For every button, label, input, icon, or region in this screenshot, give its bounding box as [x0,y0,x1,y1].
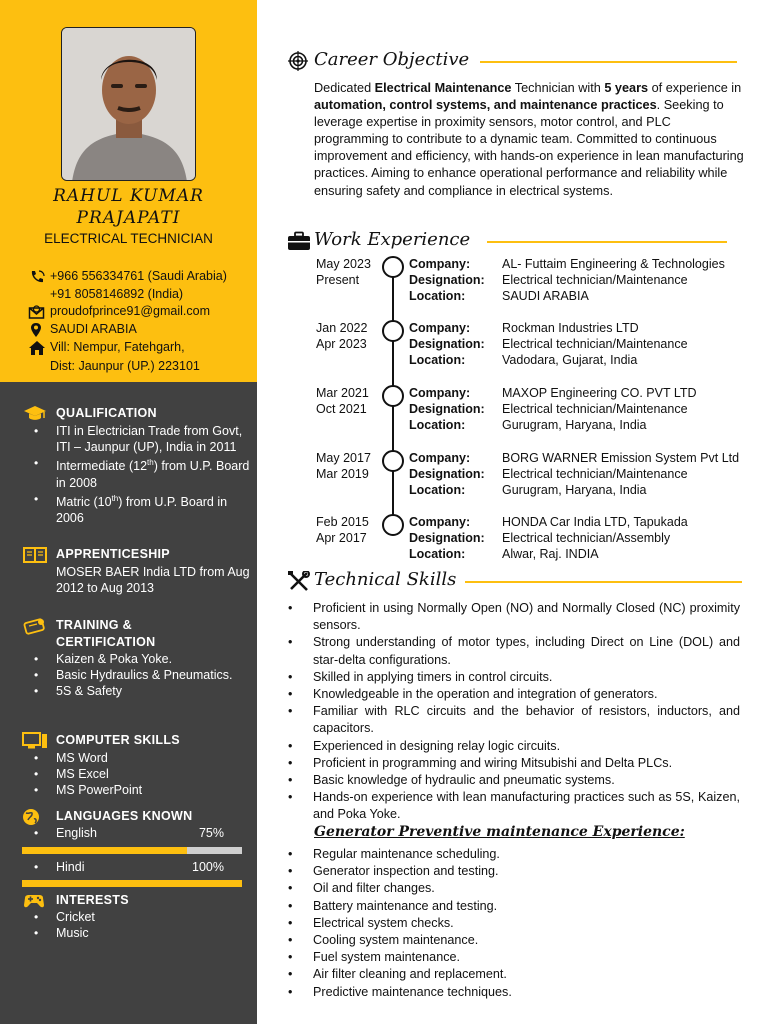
designation-label: Designation: [409,467,485,481]
globe-icon [22,808,48,826]
training-heading: TRAINING & CERTIFICATION [56,618,156,649]
phone-secondary[interactable]: +91 8058146892 (India) [50,287,184,301]
apprenticeship-text: MOSER BAER India LTD from Aug 2012 to Aug 2013 [56,565,250,596]
job-date-to: Oct 2021 [316,402,367,416]
timeline-node [382,256,404,278]
job-date-from: May 2017 [316,451,371,465]
list-item: • Battery maintenance and testing. [313,898,740,915]
timeline-node [382,320,404,342]
company-name: BORG WARNER Emission System Pvt Ltd [502,451,740,465]
tools-icon [287,571,311,591]
language-english [56,826,242,840]
list-item: • Oil and filter changes. [313,880,740,897]
language-hindi [56,860,242,874]
apprenticeship-heading: APPRENTICESHIP [56,547,170,561]
generator-maintenance-heading: Generator Preventive maintenance Experience: [314,824,685,840]
job-entry-4 [314,450,764,500]
list-item: • Knowledgeable in the operation and integration of generators. [313,686,740,703]
computer-skills-section [22,732,252,800]
qualification-section [22,405,252,540]
computer-skills-list [56,750,252,799]
section-title: Career Objective [314,49,470,70]
job-date-from: Jan 2022 [316,321,368,335]
bullet-icon: • [34,826,39,840]
gamepad-icon [22,892,48,910]
interests-heading: INTERESTS [56,893,129,907]
list-item: • Matric (10th) from U.P. Board in 2006 [56,491,252,527]
list-item: • Cooling system maintenance. [313,932,740,949]
designation-label: Designation: [409,531,485,545]
company-name: MAXOP Engineering CO. PVT LTD [502,386,697,400]
list-item: • Air filter cleaning and replacement. [313,966,740,983]
list-item: • Familiar with RLC circuits and the behavior of resistors, inductors, and capacitors. [313,703,740,737]
list-item: • Cricket [56,909,252,925]
location-value: Vadodara, Gujarat, India [502,353,638,367]
email-icon [28,304,46,320]
list-item: • Electrical system checks. [313,915,740,932]
location-value: Gurugram, Haryana, India [502,418,647,432]
location-label: Location: [409,289,466,303]
address-line-1: Vill: Nempur, Fatehgarh, [50,340,185,354]
list-item: • 5S & Safety [56,683,252,699]
location-label: Location: [409,353,466,367]
list-item: • Experienced in designing relay logic circuits. [313,738,740,755]
section-underline [487,241,727,243]
designation-value: Electrical technician/Assembly [502,531,671,545]
job-entry-3 [314,385,764,435]
language-name: English [56,826,97,840]
list-item: • Basic Hydraulics & Pneumatics. [56,667,252,683]
job-entry-5 [314,514,764,564]
timeline-node [382,514,404,536]
language-bar-english [22,847,242,854]
list-item: • Regular maintenance scheduling. [313,846,740,863]
language-bar-fill [22,847,187,854]
company-name: HONDA Car India LTD, Tapukada [502,515,688,529]
company-name: Rockman Industries LTD [502,321,639,335]
job-date-to: Present [316,273,360,287]
technical-skills-list [313,600,740,824]
apprenticeship-section [22,546,252,598]
company-label: Company: [409,451,471,465]
list-item: • Intermediate (12th) from U.P. Board in 2008 [56,455,252,491]
sidebar-contact-panel [0,0,257,382]
job-entry-1 [314,256,764,306]
list-item: • Music [56,925,252,941]
company-name: AL- Futtaim Engineering & Technologies [502,257,725,271]
location-label: Location: [409,483,466,497]
list-item: • Hands-on experience with lean manufacturing practices such as 5S, Kaizen, and Poka Yoke. [313,789,740,823]
job-date-to: Apr 2017 [316,531,367,545]
training-list [56,651,252,700]
list-item: • Strong understanding of motor types, including Direct on Line (DOL) and star-delta configurations. [313,634,740,668]
list-item: • ITI in Electrician Trade from Govt, ITI – Jaunpur (UP), India in 2011 [56,423,252,455]
section-title: Work Experience [314,229,471,250]
designation-value: Electrical technician/Maintenance [502,467,688,481]
section-underline [465,581,742,583]
career-objective-text: Dedicated Electrical Maintenance Technician with 5 years of experience in automation, control systems, and maintenance practices. Seeking to leverage expertise in proximity sensors, motor control, and PLC programming to contribute to a dynamic team. Committed to continuous improvement and efficiency, with hands-on experience in lean manufacturing practices. Aiming to enhance operational performance and reliability while ensuring safety and compliance in electrical systems. [314,81,744,198]
list-item: • Kaizen & Poka Yoke. [56,651,252,667]
location-pin-icon [28,322,46,338]
list-item: • MS Word [56,750,252,766]
book-icon [22,546,48,564]
designation-value: Electrical technician/Maintenance [502,337,688,351]
address-line-2: Dist: Jaunpur (UP.) 223101 [50,359,200,373]
language-level: 75% [198,826,224,840]
company-label: Company: [409,257,471,271]
technical-skills-header [287,569,747,593]
list-item: • Proficient in using Normally Open (NO) and Normally Closed (NC) proximity sensors. [313,600,740,634]
language-bar-hindi [22,880,242,887]
designation-value: Electrical technician/Maintenance [502,402,688,416]
interests-list [56,909,252,941]
designation-label: Designation: [409,273,485,287]
target-icon [287,51,311,71]
company-label: Company: [409,321,471,335]
location-label: Location: [409,547,466,561]
training-section [22,617,252,717]
section-underline [480,61,737,63]
location-label: Location: [409,418,466,432]
certificate-icon [22,617,48,635]
list-item: • Skilled in applying timers in control circuits. [313,669,740,686]
work-experience-header [287,229,747,253]
list-item: • Fuel system maintenance. [313,949,740,966]
qualification-list [56,423,252,527]
profile-photo [61,27,196,181]
interests-section [22,892,252,944]
job-date-to: Apr 2023 [316,337,367,351]
home-icon [28,340,46,356]
job-date-from: Feb 2015 [316,515,369,529]
phone-primary[interactable]: +966 556334761 (Saudi Arabia) [50,269,227,283]
computer-icon [22,732,48,750]
candidate-title: ELECTRICAL TECHNICIAN [44,231,213,246]
phone-icon [28,269,46,285]
job-date-to: Mar 2019 [316,467,369,481]
list-item: • Generator inspection and testing. [313,863,740,880]
email-link[interactable]: proudofprince91@gmail.com [50,304,210,318]
languages-section [22,808,252,828]
generator-maintenance-list [313,846,740,1001]
job-date-from: May 2023 [316,257,371,271]
location-text: SAUDI ARABIA [50,322,137,336]
job-date-from: Mar 2021 [316,386,369,400]
list-item: • Proficient in programming and wiring Mitsubishi and Delta PLCs. [313,755,740,772]
section-title: Technical Skills [314,569,457,590]
company-label: Company: [409,386,471,400]
designation-label: Designation: [409,402,485,416]
location-value: Gurugram, Haryana, India [502,483,647,497]
computer-skills-heading: COMPUTER SKILLS [56,733,180,747]
graduation-cap-icon [22,405,48,423]
company-label: Company: [409,515,471,529]
timeline-node [382,385,404,407]
languages-heading: LANGUAGES KNOWN [56,809,193,823]
candidate-name: RAHUL KUMAR PRAJAPATI [53,186,204,228]
list-item: • MS PowerPoint [56,782,252,798]
list-item: • Basic knowledge of hydraulic and pneumatic systems. [313,772,740,789]
designation-value: Electrical technician/Maintenance [502,273,688,287]
bullet-icon: • [34,860,39,874]
sidebar [0,0,257,1024]
list-item: • Predictive maintenance techniques. [313,984,740,1001]
timeline-node [382,450,404,472]
location-value: Alwar, Raj. INDIA [502,547,599,561]
designation-label: Designation: [409,337,485,351]
briefcase-icon [287,231,311,251]
qualification-heading: QUALIFICATION [56,406,157,420]
language-level: 100% [192,860,224,874]
job-entry-2 [314,320,764,370]
list-item: • MS Excel [56,766,252,782]
language-name: Hindi [56,860,85,874]
career-objective-header [287,49,747,73]
language-bar-fill [22,880,242,887]
location-value: SAUDI ARABIA [502,289,589,303]
